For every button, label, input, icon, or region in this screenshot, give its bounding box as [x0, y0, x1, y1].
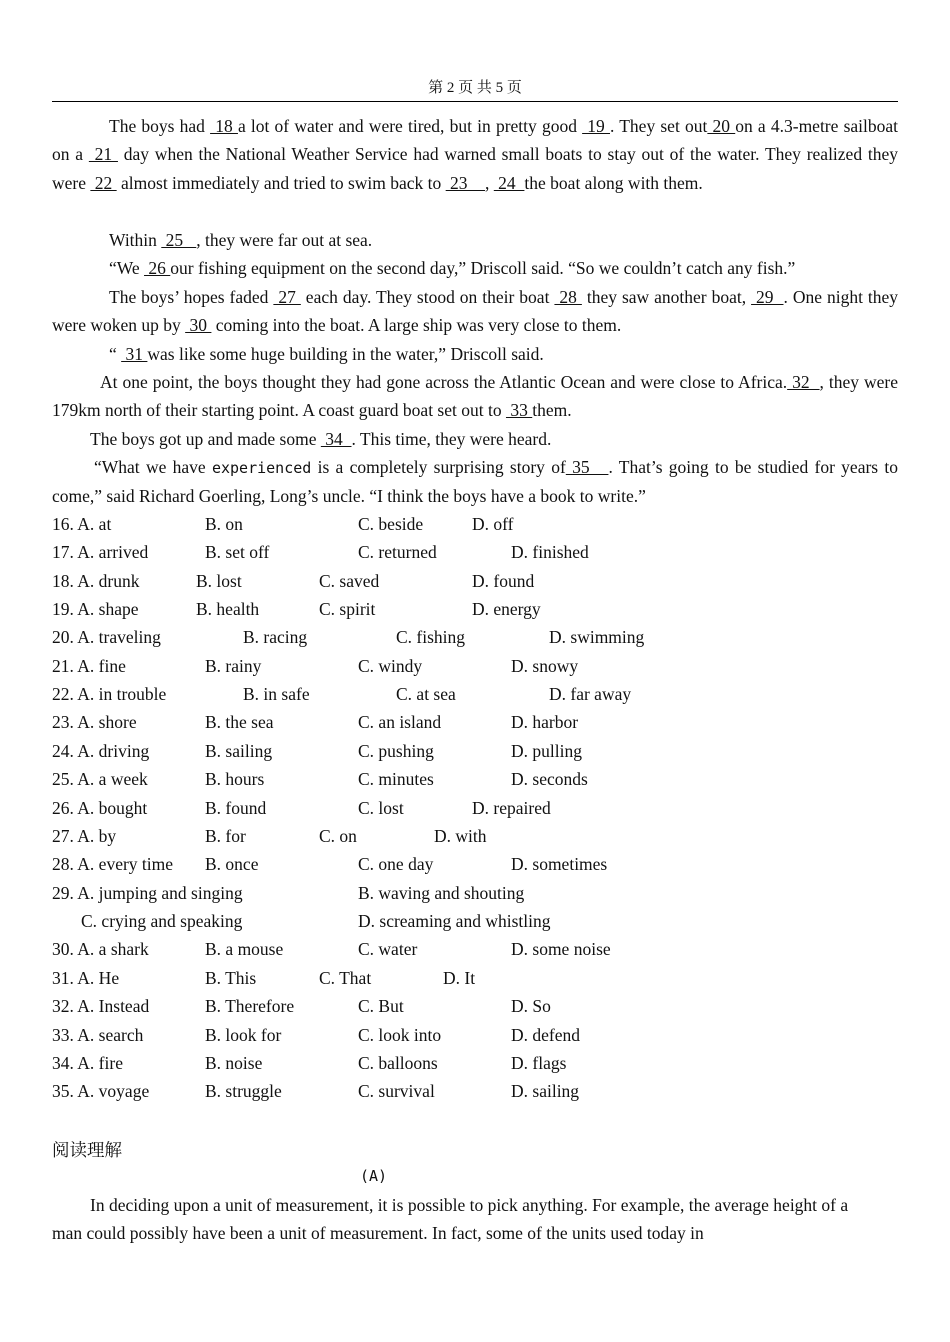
question-31: [52, 964, 119, 992]
option-d: D. finished: [511, 542, 589, 562]
blank-26: 26: [144, 258, 171, 278]
text: . This time, they were heard.: [351, 429, 552, 449]
option-a: A. search: [77, 1025, 144, 1045]
option-c: C. crying and speaking: [81, 911, 243, 931]
text: . They set out: [610, 116, 708, 136]
option-a: A. fine: [77, 656, 126, 676]
option-b: B. look for: [205, 1025, 282, 1045]
question-23: [52, 708, 137, 736]
question-number: 21.: [52, 656, 74, 676]
option-c: C. pushing: [358, 741, 434, 761]
option-a: A. arrived: [77, 542, 149, 562]
option-d: D. sometimes: [511, 854, 608, 874]
option-c: C. survival: [358, 1081, 435, 1101]
blank-21: 21: [88, 144, 118, 165]
option-b: B. health: [196, 599, 260, 619]
question-30: [52, 935, 149, 963]
question-35: [52, 1077, 149, 1105]
page-indicator: 第 2 页 共 5 页: [428, 80, 522, 96]
question-29: [52, 879, 243, 907]
text: day when the National Weather Service had warned small boats to stay out of the water. They realized they were: [52, 144, 898, 193]
text: each day. They stood on their boat: [300, 287, 555, 307]
blank-33: 33: [505, 400, 533, 421]
question-number: 32.: [52, 996, 74, 1016]
option-b: B. struggle: [205, 1081, 282, 1101]
option-c: C. That: [319, 968, 372, 988]
option-c: C. But: [358, 996, 404, 1016]
question-number: 24.: [52, 741, 74, 761]
blank-20: 20: [707, 116, 736, 136]
blank-25: 25: [161, 230, 197, 250]
option-c: C. lost: [358, 798, 404, 818]
blank-27: 27: [273, 287, 301, 307]
question-33: [52, 1021, 143, 1049]
option-b: B. rainy: [205, 656, 262, 676]
option-b: B. Therefore: [205, 996, 295, 1016]
option-d: D. harbor: [511, 712, 579, 732]
option-d: D. found: [472, 571, 535, 591]
option-d: D. defend: [511, 1025, 581, 1045]
option-c: C. balloons: [358, 1053, 438, 1073]
text: Within: [109, 230, 162, 250]
option-b: B. racing: [243, 627, 308, 647]
reading-paragraph: In deciding upon a unit of measurement, it is possible to pick anything. For example, the average height of a man could possibly have been a unit of measurement. In fact, some of the units used today in: [52, 1195, 849, 1244]
question-number: 25.: [52, 769, 74, 789]
option-c: C. one day: [358, 854, 434, 874]
option-a: A. jumping and singing: [77, 883, 243, 903]
text: “We: [109, 258, 145, 278]
text: At one point, the boys thought they had gone across the Atlantic Ocean and were close to Africa.: [100, 372, 788, 392]
text: is a completely surprising story of: [311, 457, 566, 477]
option-a: A. bought: [77, 798, 148, 818]
question-number: 19.: [52, 599, 74, 619]
text: our fishing equipment on the second day,” Driscoll said. “So we couldn’t catch any fish.”: [170, 258, 796, 278]
question-28: [52, 850, 173, 878]
question-number: 34.: [52, 1053, 74, 1073]
blank-24: 24: [493, 172, 525, 193]
option-a: A. shore: [77, 712, 137, 732]
text: The boys got up and made some: [90, 429, 321, 449]
text: coming into the boat. A large ship was very close to them.: [211, 315, 622, 336]
option-b: B. waving and shouting: [358, 883, 525, 903]
text: , they were 179km north of their starting point. A coast guard boat set out to: [52, 372, 898, 421]
option-d: D. some noise: [511, 939, 611, 959]
option-a: A. voyage: [77, 1081, 150, 1101]
text: The boys had: [109, 116, 211, 136]
question-27: [52, 822, 116, 850]
question-number: 18.: [52, 571, 74, 591]
blank-22: 22: [90, 172, 117, 193]
option-c: C. an island: [358, 712, 442, 732]
option-a: A. a week: [77, 769, 148, 789]
option-a: A. Instead: [77, 996, 150, 1016]
reading-heading: 阅读理解: [52, 1140, 122, 1160]
option-b: B. found: [205, 798, 267, 818]
blank-31: 31: [121, 344, 148, 364]
question-32: [52, 992, 149, 1020]
option-d: D. repaired: [472, 798, 551, 818]
option-c: C. on: [319, 826, 357, 846]
passage-paragraph-4: [52, 283, 898, 340]
option-b: B. on: [205, 514, 243, 534]
question-number: 33.: [52, 1025, 74, 1045]
option-b: B. in safe: [243, 684, 310, 704]
passage-paragraph-6: [52, 368, 898, 425]
question-22: [52, 680, 166, 708]
option-c: C. beside: [358, 514, 424, 534]
question-number: 27.: [52, 826, 74, 846]
text: was like some huge building in the water,” Driscoll said.: [147, 344, 544, 364]
text: almost immediately and tried to swim back to: [116, 172, 446, 193]
blank-34: 34: [320, 429, 352, 449]
question-17: [52, 538, 148, 566]
question-18: [52, 567, 140, 595]
question-number: 35.: [52, 1081, 74, 1101]
option-b: B. This: [205, 968, 257, 988]
option-d: D. far away: [549, 684, 632, 704]
option-c: C. at sea: [396, 684, 456, 704]
option-a: A. He: [77, 968, 120, 988]
text: . That’s going to be studied for years to come,” said Richard Goerling, Long’s uncle. “I think the boys have a book to write.”: [52, 457, 898, 507]
blank-23: 23: [445, 172, 486, 193]
question-number: 17.: [52, 542, 74, 562]
text: “What we have: [94, 457, 212, 477]
question-24: [52, 737, 149, 765]
blank-32: 32: [787, 372, 820, 392]
option-b: B. noise: [205, 1053, 263, 1073]
question-19: [52, 595, 139, 623]
blank-35: 35: [565, 457, 609, 477]
question-number: 26.: [52, 798, 74, 818]
text: . One night they were woken up by: [52, 287, 899, 336]
text: a lot of water and were tired, but in pretty good: [237, 116, 583, 136]
option-d: D. screaming and whistling: [358, 911, 551, 931]
question-number: 30.: [52, 939, 74, 959]
text: “: [109, 344, 122, 364]
blank-28: 28: [554, 287, 582, 307]
option-a: A. every time: [77, 854, 174, 874]
option-d: D. energy: [472, 599, 541, 619]
text: ,: [485, 172, 494, 193]
reading-sub-heading: (A): [360, 1167, 388, 1185]
question-20: [52, 623, 161, 651]
question-number: 16.: [52, 514, 74, 534]
option-a: A. driving: [77, 741, 150, 761]
option-b: B. lost: [196, 571, 242, 591]
option-c: C. fishing: [396, 627, 466, 647]
option-c: C. minutes: [358, 769, 434, 789]
question-26: [52, 794, 147, 822]
question-21: [52, 652, 126, 680]
option-b: B. hours: [205, 769, 265, 789]
option-d: D. swimming: [549, 627, 645, 647]
option-d: D. off: [472, 514, 514, 534]
passage-paragraph-7: [52, 425, 898, 453]
option-d: D. snowy: [511, 656, 579, 676]
question-number: 20.: [52, 627, 74, 647]
option-d: D. It: [443, 968, 476, 988]
option-b: B. sailing: [205, 741, 273, 761]
passage-paragraph-2: [52, 226, 898, 254]
question-25: [52, 765, 148, 793]
text: on a 4.3-metre sailboat on a: [52, 116, 899, 165]
option-c: C. returned: [358, 542, 437, 562]
text: experienced: [211, 459, 312, 477]
page-header: [52, 76, 898, 102]
option-a: A. fire: [77, 1053, 123, 1073]
passage-paragraph-1: [52, 112, 898, 197]
option-c: C. look into: [358, 1025, 442, 1045]
question-34: [52, 1049, 123, 1077]
option-d: D. seconds: [511, 769, 588, 789]
question-16: [52, 510, 111, 538]
option-a: A. drunk: [77, 571, 140, 591]
option-d: D. with: [434, 826, 487, 846]
text: the boat along with them.: [524, 172, 703, 193]
option-a: A. at: [77, 514, 112, 534]
option-d: D. So: [511, 996, 551, 1016]
option-c: C. saved: [319, 571, 380, 591]
option-a: A. a shark: [77, 939, 149, 959]
option-c: C. windy: [358, 656, 423, 676]
passage-paragraph-5: [52, 340, 898, 368]
blank-19: 19: [582, 116, 610, 136]
option-a: A. by: [77, 826, 117, 846]
option-c: C. water: [358, 939, 418, 959]
question-number: 22.: [52, 684, 74, 704]
passage-paragraph-8: [52, 453, 898, 511]
option-a: A. in trouble: [77, 684, 167, 704]
option-d: D. pulling: [511, 741, 582, 761]
text: they saw another boat,: [581, 287, 752, 307]
question-number: 31.: [52, 968, 74, 988]
question-number: 28.: [52, 854, 74, 874]
passage-paragraph-3: [52, 254, 898, 282]
text: , they were far out at sea.: [196, 230, 373, 250]
option-b: B. the sea: [205, 712, 274, 732]
option-d: D. flags: [511, 1053, 567, 1073]
text: them.: [532, 400, 572, 421]
text: The boys’ hopes faded: [109, 287, 274, 307]
blank-30: 30: [185, 315, 212, 336]
option-a: A. shape: [77, 599, 139, 619]
option-c: C. spirit: [319, 599, 376, 619]
option-d: D. sailing: [511, 1081, 580, 1101]
option-a: A. traveling: [77, 627, 161, 647]
option-b: B. once: [205, 854, 259, 874]
blank-29: 29: [751, 287, 784, 307]
blank-18: 18: [210, 116, 238, 136]
question-number: 23.: [52, 712, 74, 732]
option-b: B. for: [205, 826, 246, 846]
question-number: 29.: [52, 883, 74, 903]
option-b: B. set off: [205, 542, 270, 562]
option-b: B. a mouse: [205, 939, 284, 959]
